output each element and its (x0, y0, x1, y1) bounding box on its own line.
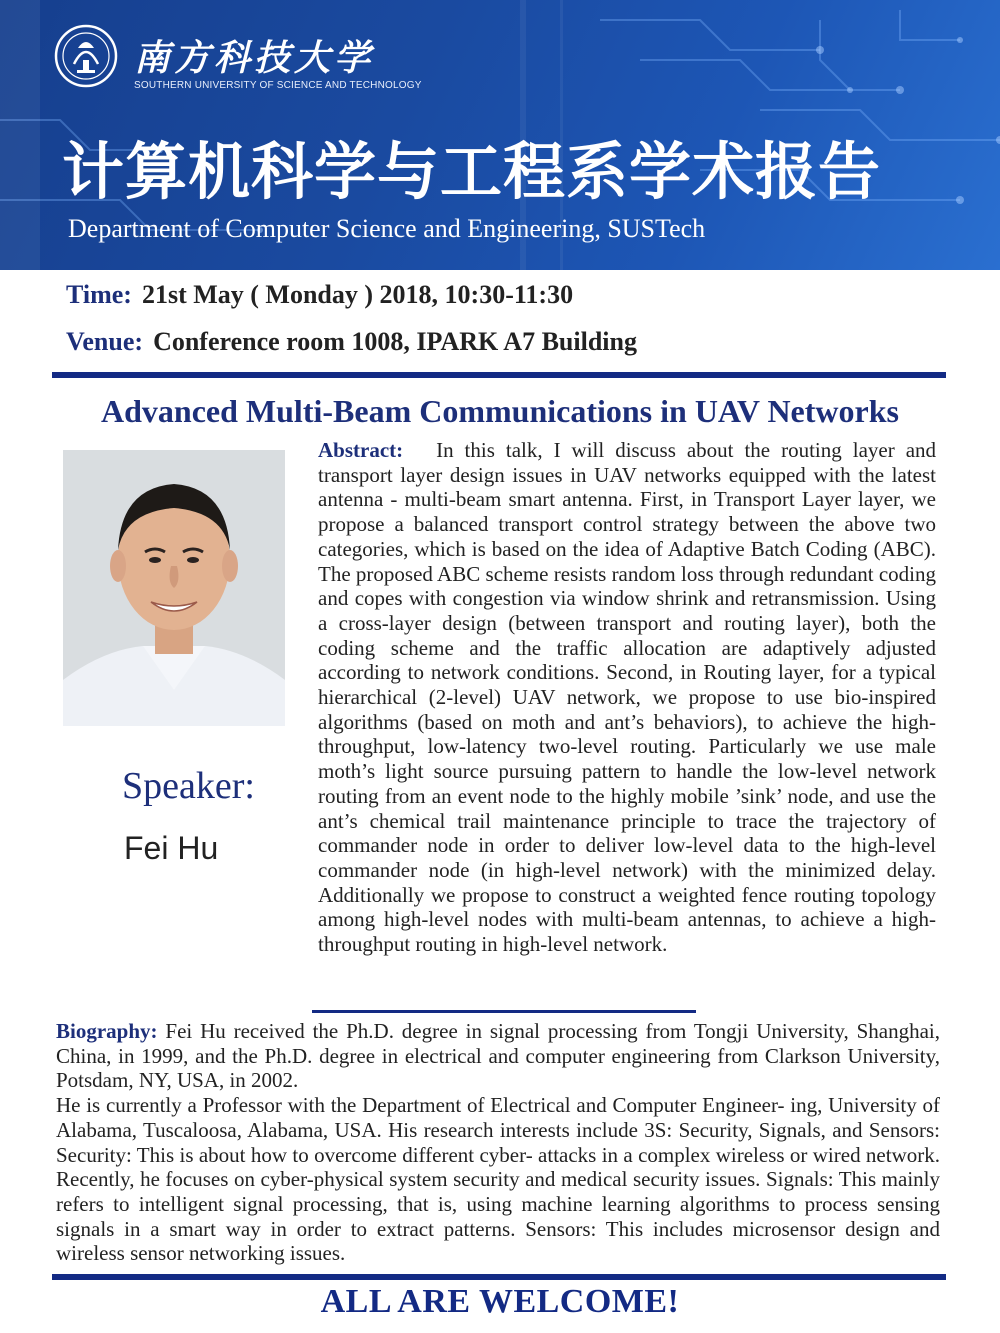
welcome-banner: ALL ARE WELCOME! (320, 1283, 680, 1320)
event-venue (66, 327, 637, 357)
abstract-text: In this talk, I will discuss about the routing layer and transport layer design issues in UAV networks equipped with the latest antenna - multi-beam smart antenna. First, in Transport Layer layer, we propose a balanced transport control strategy between the above two categories, which is based on the idea of Adaptive Batch Coding (ABC). The proposed ABC scheme resists random loss through redundant coding and copes with congestion via window shrink and retransmission. Using a cross-layer design (between transport and routing layer), both the coding scheme and the traffic allocation are adaptively adjusted according to network conditions. Second, in Routing layer, for a typical hierarchical (2-level) UAV network, we propose to use bio-inspired algorithms (based on moth and ant’s behaviors), to achieve the high-throughput, low-latency two-level routing. Particularly we use male moth’s light source pursuing pattern to handle the low-level network routing from an event node to the highly mobile ’sink’ node, and use the ant’s chemical trail maintenance principle to trace the trajectory of commander node in order to deliver low-level data to the high-level commander node (in high-level network) with the minimized delay. Additionally we propose to construct a weighted fence routing topology among high-level nodes with multi-beam antennas, to achieve a high-throughput routing in high-level network. (318, 438, 937, 957)
biography-paragraph (56, 1019, 940, 1093)
biography-text-1: Fei Hu received the Ph.D. degree in signal processing from Tongji University, Shanghai, China, in 1999, and the Ph.D. degree in electrical and computer engineering from Clarkson University, Potsdam, NY, USA, in 2002. (56, 1019, 941, 1093)
divider-abstract (312, 1010, 696, 1013)
time-value: 21st May ( Monday ) 2018, 10:30-11:30 (141, 280, 574, 309)
department-subtitle: Department of Computer Science and Engineering, SUSTech (68, 214, 706, 243)
page-title: 计算机科学与工程系学术报告 (62, 135, 882, 208)
venue-label: Venue: (66, 327, 144, 356)
abstract-section (318, 438, 936, 957)
speaker-photo (63, 450, 285, 726)
university-name-english: SOUTHERN UNIVERSITY OF SCIENCE AND TECHNOLOGY (134, 80, 422, 91)
biography-section (56, 1019, 940, 1266)
biography-label: Biography: (56, 1019, 158, 1043)
university-logo-icon (54, 24, 118, 88)
venue-value: Conference room 1008, IPARK A7 Building (153, 327, 637, 356)
speaker-label: Speaker: (122, 765, 255, 807)
biography-text-2: He is currently a Professor with the Department of Electrical and Computer Engineer- ing, University of Alabama, Tuscaloosa, Alabama, USA. His research interests include 3S: Security, Signals, and Sensors: Security: This is about how to overcome different cyber- attacks in a complex wireless or wired network. Recently, he focuses on cyber-physical system security and medical security issues. Signals: This mainly refers to intelligent signal processing, that is, using machine learning algorithms to process sensing signals in a smart way in order to extract patterns. Sensors: This includes microsensor design and wireless sensor networking issues. (56, 1093, 940, 1266)
speaker-name: Fei Hu (124, 830, 219, 866)
abstract-label: Abstract: (318, 438, 404, 462)
event-time (66, 280, 573, 310)
university-name-chinese: 南方科技大学 (134, 37, 375, 79)
biography-paragraph (56, 1093, 940, 1266)
talk-title: Advanced Multi-Beam Communications in UAV Networks (101, 393, 899, 429)
divider-top (52, 372, 946, 378)
header-banner (0, 0, 1000, 270)
divider-bottom (52, 1274, 946, 1280)
time-label: Time: (66, 280, 132, 309)
